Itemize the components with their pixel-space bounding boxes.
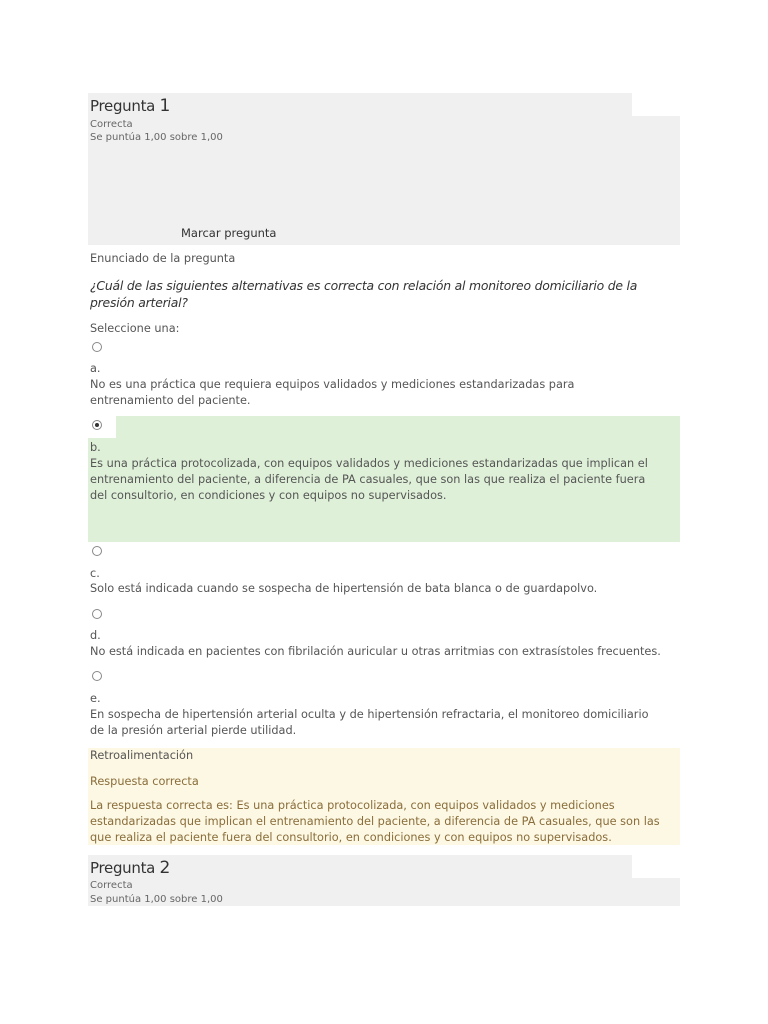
feedback-correct-answer: La respuesta correcta es: Es una práctica protocolizada, con equipos validados y mediciones estandarizadas que implican el entrenamiento del paciente, a diferencia de PA casuales, que son las que realiza el paciente fuera del consultorio, en condiciones y con equipos no supervisados. — [90, 799, 660, 844]
option-d-letter: d. — [90, 629, 101, 642]
select-one-prompt: Seleccione una: — [90, 322, 180, 335]
option-c-radio[interactable] — [92, 546, 102, 556]
option-b-radio[interactable] — [92, 420, 102, 430]
question-2-title — [90, 858, 170, 878]
option-b-letter: b. — [90, 441, 101, 454]
option-e-radio[interactable] — [92, 671, 102, 681]
question-2-state: Correcta — [90, 880, 133, 891]
option-a-text[interactable]: No es una práctica que requiera equipos validados y mediciones estandarizadas para entrenamiento del paciente. — [90, 378, 575, 407]
option-a-letter: a. — [90, 362, 101, 375]
option-d-text[interactable]: No está indicada en pacientes con fibrilación auricular u otras arritmias con extrasístoles frecuentes. — [90, 645, 661, 658]
question-2-grade: Se puntúa 1,00 sobre 1,00 — [90, 894, 223, 905]
feedback-heading: Retroalimentación — [90, 749, 194, 762]
flag-question-button[interactable]: Marcar pregunta — [181, 226, 277, 240]
option-e-text[interactable]: En sospecha de hipertensión arterial oculta y de hipertensión refractaria, el monitoreo domiciliario de la presión arterial pierde utilidad. — [90, 708, 649, 737]
feedback-result: Respuesta correcta — [90, 775, 199, 788]
question-number: 2 — [159, 858, 171, 878]
option-c-letter: c. — [90, 567, 100, 580]
question-number: 1 — [159, 96, 171, 116]
question-1-grade: Se puntúa 1,00 sobre 1,00 — [90, 132, 223, 143]
question-label: Pregunta — [90, 97, 156, 115]
option-e-letter: e. — [90, 692, 101, 705]
question-text: ¿Cuál de las siguientes alternativas es correcta con relación al monitoreo domiciliario de la presión arterial? — [90, 278, 638, 310]
option-b-text[interactable]: Es una práctica protocolizada, con equipos validados y mediciones estandarizadas que implican el entrenamiento del paciente, a diferencia de PA casuales, que son las que realiza el paciente fuera del consultorio, en condiciones y con equipos no supervisados. — [90, 457, 648, 502]
option-c-text[interactable]: Solo está indicada cuando se sospecha de hipertensión de bata blanca o de guardapolvo. — [90, 582, 598, 595]
question-1-title — [90, 96, 170, 116]
statement-label: Enunciado de la pregunta — [90, 252, 236, 265]
question-label: Pregunta — [90, 859, 156, 877]
option-d-radio[interactable] — [92, 609, 102, 619]
option-a-radio[interactable] — [92, 342, 102, 352]
question-1-state: Correcta — [90, 119, 133, 130]
